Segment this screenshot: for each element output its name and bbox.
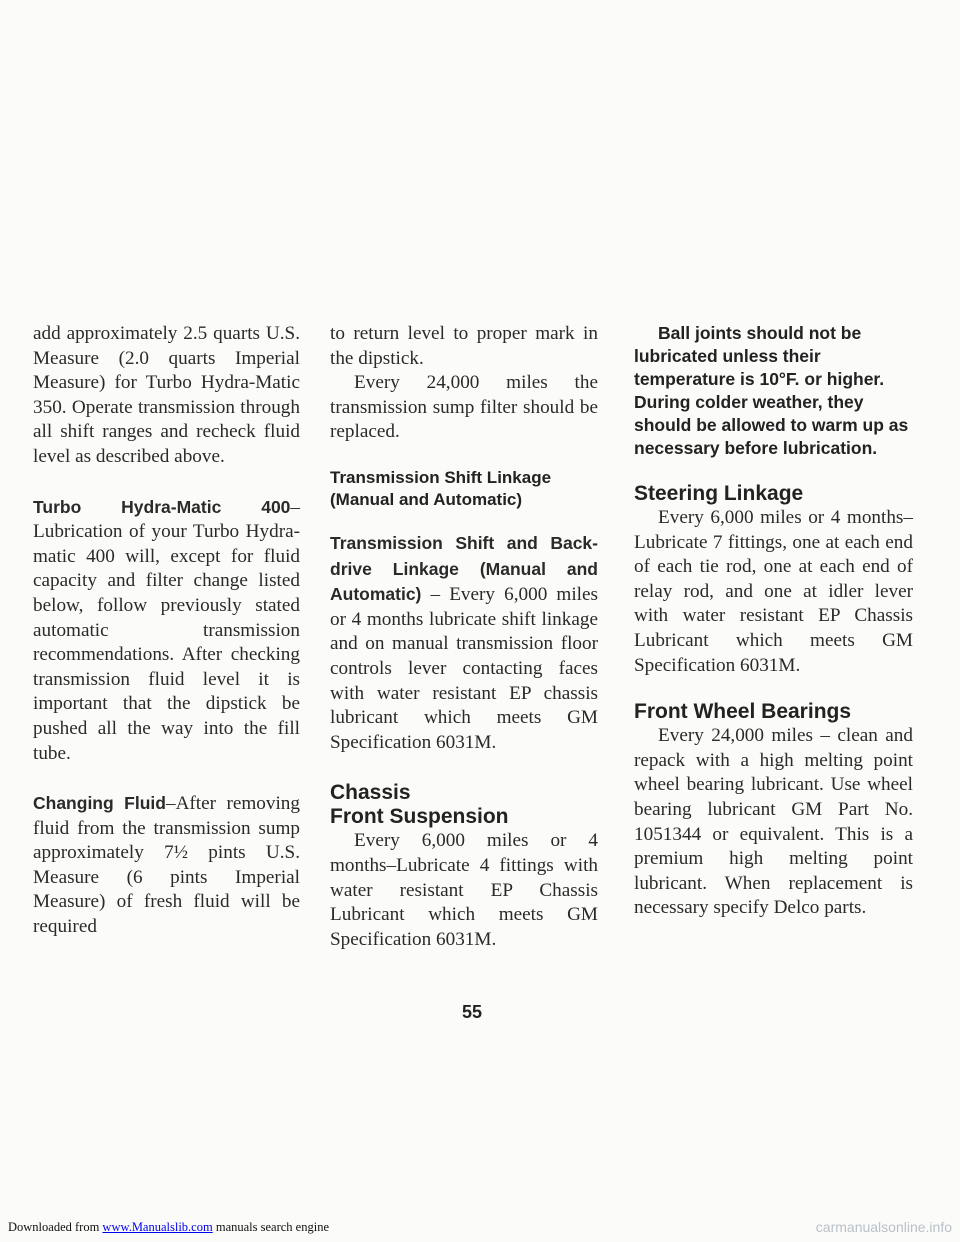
download-footer	[8, 1220, 329, 1235]
turbo-400-heading: Turbo Hydra-Matic 400	[33, 496, 291, 517]
column-right	[634, 322, 913, 921]
backdrive-heading: Transmission Shift and Back-drive Linkage (Manual and Automatic)	[330, 532, 598, 605]
column-middle	[330, 322, 598, 952]
paragraph-sump-filter: Every 24,000 miles the transmission sump filter should be replaced.	[330, 372, 598, 443]
changing-fluid-heading: Changing Fluid	[33, 793, 166, 814]
paragraph-steering-linkage: Every 6,000 miles or 4 months–Lubricate 7 fittings, one at each end of each tie rod, one at each end of relay rod, and one at idler lever with water resistant EP Chassis Lubricant which meets GM Specification 6031M.	[634, 507, 913, 676]
changing-fluid-text: –After removing fluid from the transmission sump approximately 7½ pints U.S. Measure (6 pints Imperial Measure) of fresh fluid will be required	[33, 793, 300, 938]
heading-front-suspension: Front Suspension	[330, 805, 509, 829]
paragraph-wheel-bearings: Every 24,000 miles – clean and repack with a high melting point wheel bearing lubricant. Use wheel bearing lubricant GM Part No. 1051344 or equivalent. This is a premium high melting point lubricant. When replacement is necessary specify Delco parts.	[634, 725, 913, 919]
heading-chassis: Chassis	[330, 781, 411, 805]
page-number: 55	[461, 1002, 483, 1022]
ball-joint-warning: Ball joints should not be lubricated unless their temperature is 10°F. or higher. During colder weather, they should be allowed to warm up as necessary before lubrication.	[634, 323, 909, 458]
heading-front-wheel-bearings: Front Wheel Bearings	[634, 700, 852, 724]
paragraph-backdrive-linkage	[330, 531, 598, 755]
paragraph-front-suspension: Every 6,000 miles or 4 months–Lubricate 4 fittings with water resistant EP Chassis Lubricant which meets GM Specification 6031M.	[330, 830, 598, 950]
footer-prefix: Downloaded from	[8, 1220, 103, 1234]
paragraph-return-level: to return level to proper mark in the dipstick.	[330, 323, 598, 369]
manualslib-link[interactable]: www.Manualslib.com	[102, 1220, 213, 1234]
paragraph-fluid-capacity-350: add approximately 2.5 quarts U.S. Measure (2.0 quarts Imperial Measure) for Turbo Hydra-Matic 350. Operate transmission through all shift ranges and recheck fluid level as described above.	[33, 323, 300, 467]
backdrive-text: – Every 6,000 miles or 4 months lubricate shift linkage and on manual transmission floor controls lever contacting faces with water resistant EP chassis lubricant which meets GM Specification 6031M.	[330, 584, 598, 753]
footer-suffix: manuals search engine	[212, 1220, 329, 1234]
column-left	[33, 322, 300, 940]
heading-shift-linkage: Transmission Shift Linkage (Manual and Automatic)	[330, 467, 552, 509]
turbo-400-text: –Lubrication of your Turbo Hydra-matic 400 will, except for fluid capacity and filter change listed below, follow previously stated automatic transmission recommendations. After checking transmission fluid level it is important that the dipstick be pushed all the way into the fill tube.	[33, 496, 300, 764]
paragraph-turbo-400	[33, 495, 300, 767]
paragraph-changing-fluid	[33, 791, 300, 940]
site-watermark: carmanualsonline.info	[815, 1219, 952, 1235]
heading-steering-linkage: Steering Linkage	[634, 482, 804, 505]
